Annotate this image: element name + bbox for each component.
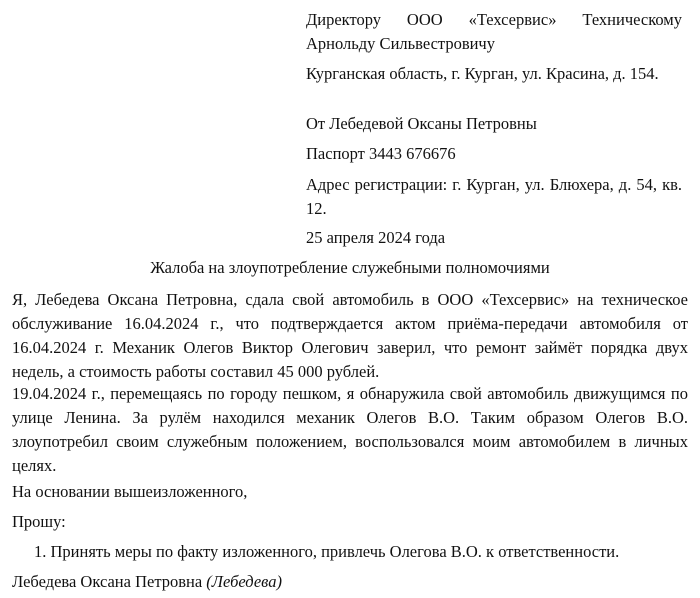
paragraph-2: 19.04.2024 г., перемещаясь по городу пешком, я обнаружила свой автомобиль движущимся по улице Ленина. За рулём находился механик Олегов В.О. Таким образом Олегов В.О. злоупотребил своим служебным положением, воспользовался моим автомобилем в личных целях. bbox=[12, 384, 688, 475]
date-line: 25 апреля 2024 года bbox=[306, 228, 446, 247]
from-line: От Лебедевой Оксаны Петровны bbox=[306, 114, 537, 133]
passport-line: Паспорт 3443 676676 bbox=[306, 144, 456, 163]
signature-line bbox=[12, 570, 692, 594]
document-title: Жалоба на злоупотребление служебными полномочиями bbox=[150, 258, 550, 277]
address-line: Курганская область, г. Курган, ул. Красина, д. 154. bbox=[306, 64, 659, 83]
registration-line: Адрес регистрации: г. Курган, ул. Блюхера, д. 54, кв. 12. bbox=[306, 175, 682, 218]
signature-handwritten: (Лебедева) bbox=[206, 572, 282, 591]
basis-line: На основании вышеизложенного, bbox=[12, 482, 248, 501]
signature-full-name: Лебедева Оксана Петровна bbox=[12, 572, 203, 591]
request-item-1: 1. Принять меры по факту изложенного, привлечь Олегова В.О. к ответственности. bbox=[34, 542, 620, 561]
recipient-line: Директору ООО «Техсервис» Техническому Арнольду Сильвестровичу bbox=[306, 10, 682, 53]
paragraph-1: Я, Лебедева Оксана Петровна, сдала свой автомобиль в ООО «Техсервис» на техническое обслуживание 16.04.2024 г., что подтверждается актом приёма-передачи автомобиля от 16.04.2024 г. Механик Олегов Виктор Олегович заверил, что ремонт займёт порядка двух недель, а стоимость работы составил 45 000 рублей. bbox=[12, 290, 688, 381]
request-heading: Прошу: bbox=[12, 512, 66, 531]
